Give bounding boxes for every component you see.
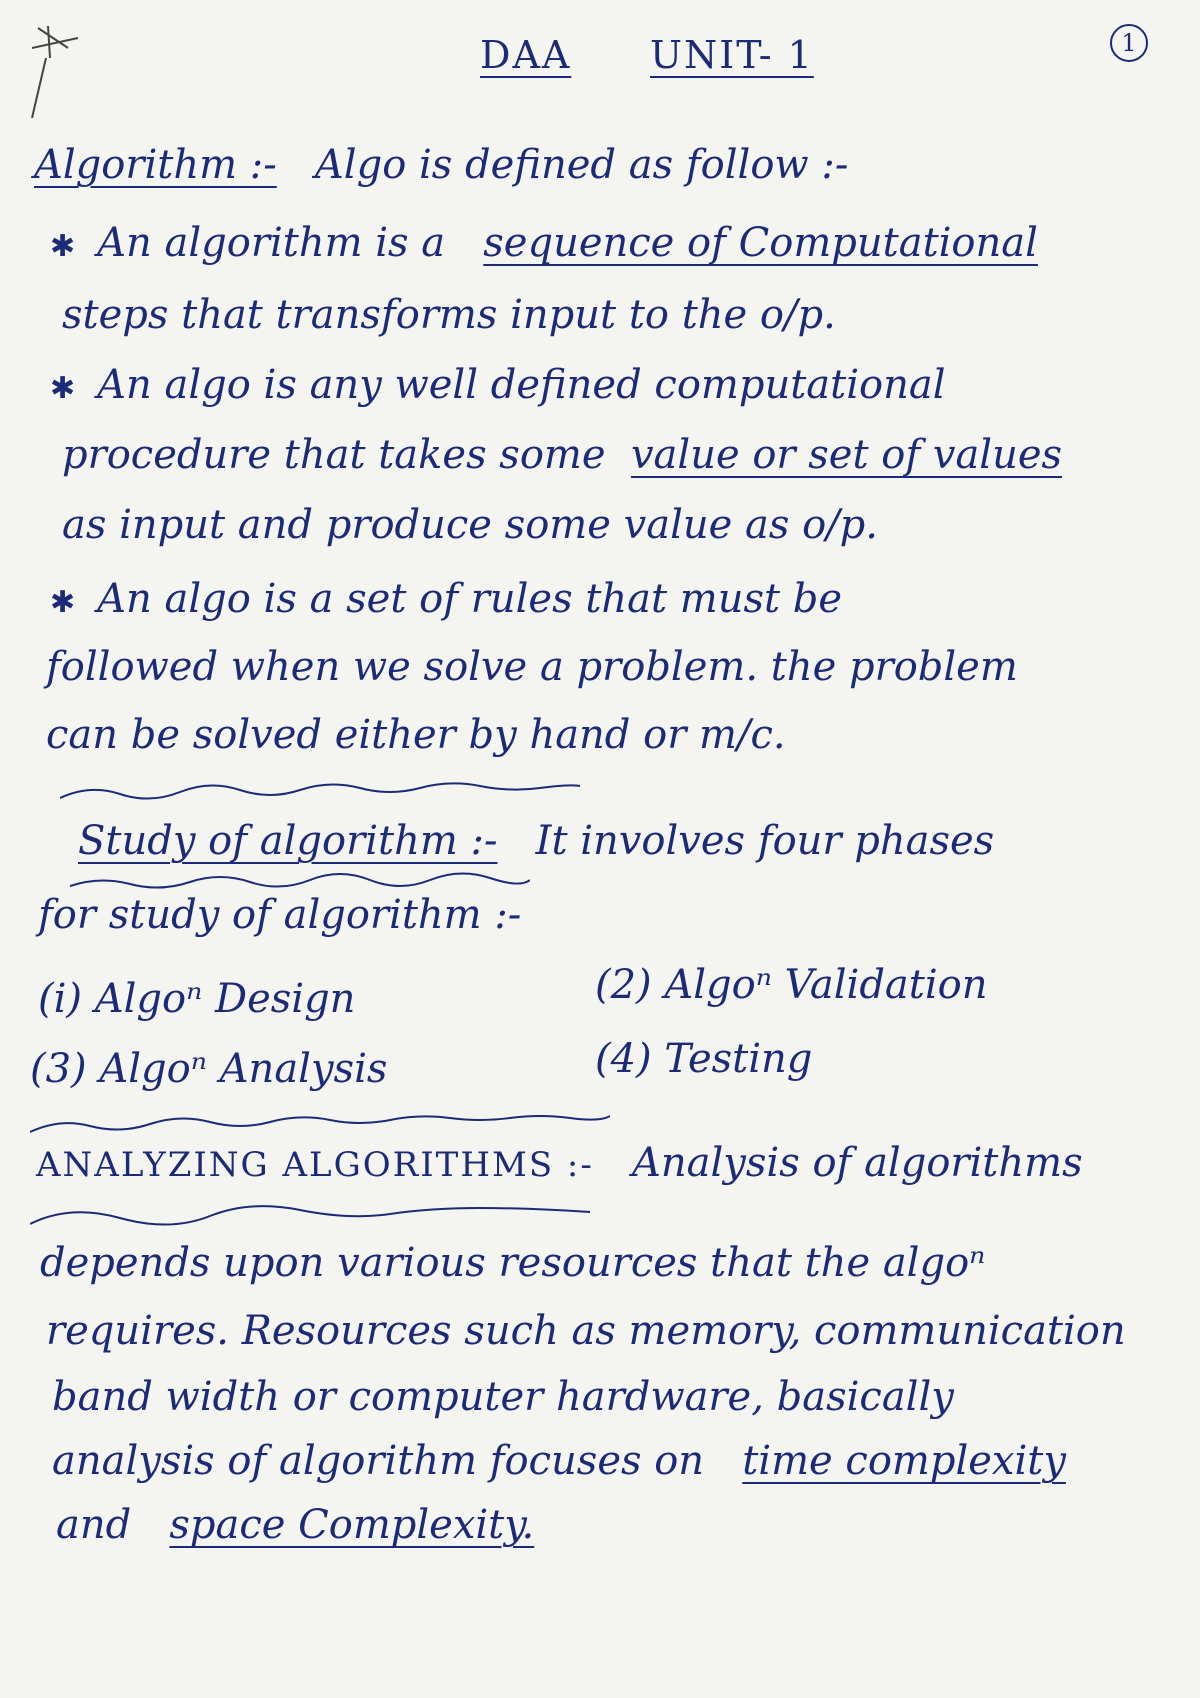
para3-line2: followed when we solve a problem. the problem [46, 644, 1018, 690]
section2-intro-a: It involves four phases [535, 818, 995, 864]
phase-3: (3) Algoⁿ Analysis [30, 1046, 388, 1092]
header-subject: DAA [480, 33, 572, 77]
section3-line5-b: space Complexity. [169, 1502, 535, 1548]
para2-line1 [50, 362, 945, 408]
star-bullet-icon: ✱ [50, 371, 76, 406]
para2-line2 [62, 432, 1062, 478]
phase-4: (4) Testing [595, 1036, 813, 1082]
phase-2: (2) Algoⁿ Validation [595, 962, 988, 1008]
section3-line1: depends upon various resources that the algoⁿ [40, 1240, 986, 1286]
para2-line3: as input and produce some value as o/p. [62, 502, 878, 548]
section3-heading-line [36, 1140, 1083, 1186]
para1-line2: steps that transforms input to the o/p. [62, 292, 836, 338]
section3-heading: ANALYZING ALGORITHMS :- [36, 1145, 594, 1185]
section3-intro: Analysis of algorithms [632, 1140, 1083, 1186]
wavy-line-decoration [60, 778, 580, 808]
para2-text-a: An algo is any well defined computational [97, 362, 946, 408]
star-bullet-icon: ✱ [50, 229, 76, 264]
section3-line2: requires. Resources such as memory, communication [46, 1308, 1126, 1354]
section3-line5-a: and [56, 1502, 132, 1548]
para1-text-b: sequence of Computational [483, 220, 1038, 266]
wavy-line-decoration [30, 1110, 610, 1140]
para2-text-b: procedure that takes some [62, 432, 606, 478]
section3-line4-a: analysis of algorithm focuses on [52, 1438, 705, 1484]
para2-text-c: value or set of values [630, 432, 1063, 478]
section2-heading: Study of algorithm :- [78, 818, 498, 864]
section2-intro-line2: for study of algorithm :- [38, 892, 522, 938]
section3-line3: band width or computer hardware, basically [52, 1374, 954, 1420]
section1-intro: Algo is defined as follow :- [314, 142, 849, 188]
page-number: 1 [1110, 24, 1148, 62]
section1-heading: Algorithm :- [34, 142, 277, 188]
para3-line1 [50, 576, 842, 622]
wavy-line-decoration [30, 1196, 590, 1236]
para3-line3: can be solved either by hand or m/c. [46, 712, 786, 758]
section2-heading-line [78, 818, 994, 864]
para1-line1 [50, 220, 1038, 266]
corner-doodle-icon [18, 18, 88, 128]
para3-text-a: An algo is a set of rules that must be [97, 576, 843, 622]
header-unit: UNIT- 1 [650, 33, 814, 77]
section3-line4-b: time complexity [742, 1438, 1066, 1484]
para1-text-a: An algorithm is a [97, 220, 446, 266]
section3-line5 [56, 1502, 534, 1548]
section3-line4 [52, 1438, 1066, 1484]
phase-1: (i) Algoⁿ Design [38, 976, 356, 1022]
section1-heading-line [34, 142, 848, 188]
star-bullet-icon: ✱ [50, 585, 76, 620]
